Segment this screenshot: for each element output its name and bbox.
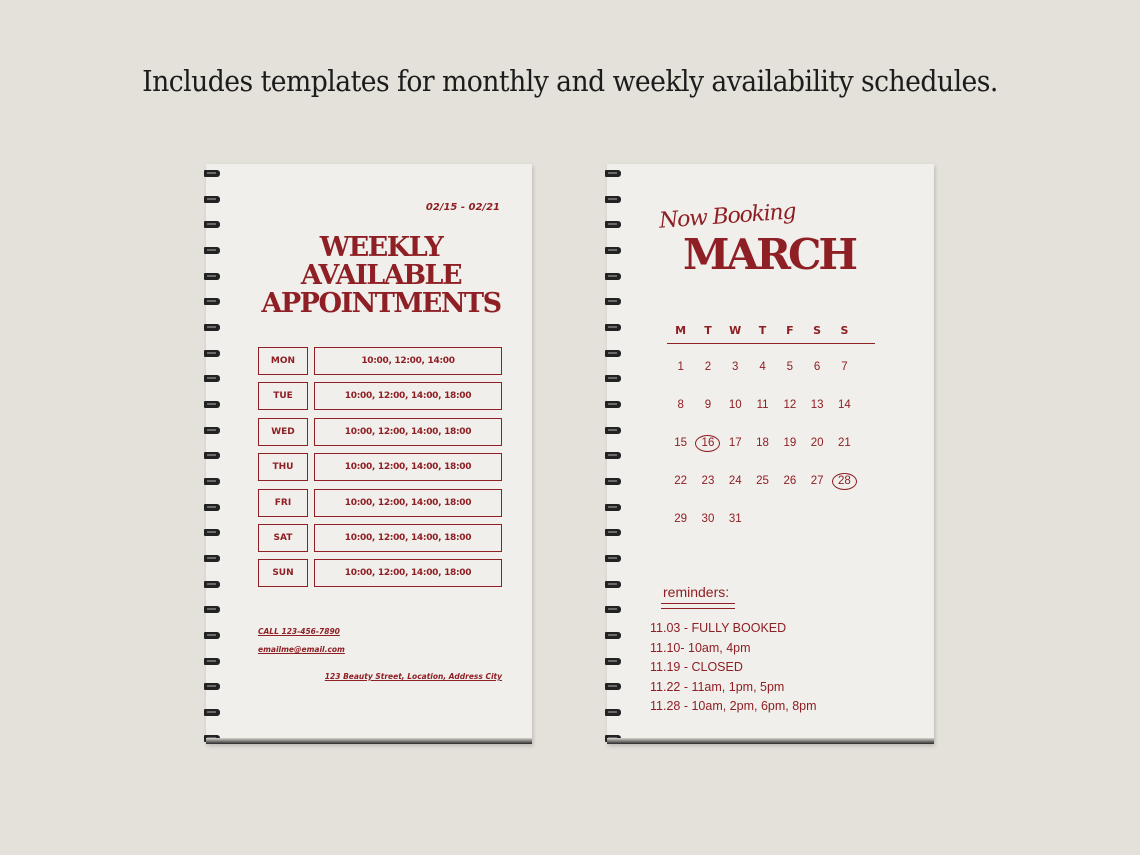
calendar-day: 3 [732, 361, 739, 373]
calendar-day: 18 [756, 437, 769, 449]
month-title: MARCH [683, 230, 856, 279]
weekday-label: M [675, 324, 687, 337]
spiral-binding [605, 168, 627, 744]
calendar-day: 7 [841, 361, 848, 373]
spiral-coil [605, 271, 627, 282]
spiral-coil [605, 707, 627, 718]
spiral-coil [605, 194, 627, 205]
day-label: SAT [258, 524, 308, 552]
calendar-day: 9 [704, 399, 712, 411]
weekly-schedule-table [258, 347, 502, 595]
spiral-coil [204, 399, 226, 410]
reminder-item: 11.19 - CLOSED [650, 660, 743, 675]
spiral-coil [204, 271, 226, 282]
script-title: Now Booking [658, 199, 797, 234]
schedule-row [258, 489, 502, 517]
weekday-label: S [813, 324, 822, 337]
reminder-item: 11.22 - 11am, 1pm, 5pm [650, 679, 785, 694]
spiral-coil [204, 707, 226, 718]
calendar-day: 17 [728, 437, 742, 449]
calendar-day: 13 [810, 399, 824, 411]
spiral-coil [605, 656, 627, 667]
spiral-coil [605, 450, 627, 461]
spiral-coil [605, 373, 627, 384]
calendar-day: 23 [701, 475, 715, 487]
calendar-day: 6 [813, 361, 821, 373]
day-label: THU [258, 453, 308, 481]
schedule-row [258, 453, 502, 481]
spiral-coil [204, 502, 226, 513]
spiral-coil [204, 425, 226, 436]
spiral-coil [605, 168, 627, 179]
headline: Includes templates for monthly and weekly availability schedules. [142, 64, 998, 98]
calendar-day: 14 [838, 399, 851, 411]
calendar-day: 27 [810, 475, 824, 487]
calendar-day: 15 [674, 437, 688, 449]
spiral-coil [204, 476, 226, 487]
calendar-day: 20 [810, 437, 824, 449]
weekday-label: T [704, 324, 712, 337]
time-slots: 10:00, 12:00, 14:00, 18:00 [314, 453, 502, 481]
reminder-item: 11.28 - 10am, 2pm, 6pm, 8pm [650, 699, 817, 714]
calendar-day: 10 [728, 399, 742, 411]
calendar-day: 2 [704, 361, 712, 373]
spiral-coil [204, 245, 226, 256]
calendar-day: 24 [728, 475, 742, 487]
calendar-days [667, 349, 875, 539]
day-label: TUE [258, 382, 308, 410]
time-slots: 10:00, 12:00, 14:00, 18:00 [314, 559, 502, 587]
calendar-day: 31 [728, 513, 742, 525]
day-label: MON [258, 347, 308, 375]
calendar-day-circled: 28 [831, 463, 858, 501]
schedule-row [258, 559, 502, 587]
spiral-coil [605, 630, 627, 641]
spiral-coil [605, 296, 627, 307]
spiral-coil [204, 656, 226, 667]
day-label: FRI [258, 489, 308, 517]
calendar-day-circled: 16 [694, 425, 721, 463]
spiral-coil [605, 245, 627, 256]
calendar-day: 30 [701, 513, 715, 525]
spiral-coil [605, 425, 627, 436]
weekly-schedule-card [206, 164, 532, 744]
spiral-coil [605, 399, 627, 410]
time-slots: 10:00, 12:00, 14:00, 18:00 [314, 524, 502, 552]
date-range: 02/15 - 02/21 [425, 202, 500, 213]
spiral-coil [204, 527, 226, 538]
calendar-day: 8 [677, 399, 684, 411]
weekday-label: S [840, 324, 849, 337]
address-link[interactable]: 123 Beauty Street, Location, Address City [324, 672, 502, 681]
spiral-coil [605, 527, 627, 538]
calendar-day: 25 [756, 475, 769, 487]
weekday-label: T [758, 324, 767, 337]
spiral-coil [204, 194, 226, 205]
time-slots: 10:00, 12:00, 14:00, 18:00 [314, 382, 502, 410]
spiral-coil [605, 681, 627, 692]
calendar-day: 19 [783, 437, 797, 449]
spiral-coil [204, 322, 226, 333]
spiral-coil [605, 322, 627, 333]
spiral-coil [605, 502, 627, 513]
email-link[interactable]: emailme@email.com [258, 645, 345, 654]
spiral-coil [204, 168, 226, 179]
spiral-coil [204, 296, 226, 307]
time-slots: 10:00, 12:00, 14:00, 18:00 [314, 489, 502, 517]
weekday-label: W [729, 324, 742, 337]
spiral-coil [204, 604, 226, 615]
calendar [667, 324, 875, 539]
weekly-title [246, 234, 516, 318]
spiral-coil [605, 219, 627, 230]
schedule-row [258, 524, 502, 552]
calendar-day: 4 [759, 361, 766, 373]
calendar-day: 1 [677, 361, 684, 373]
weekly-title-line: WEEKLY [319, 232, 443, 263]
reminders-heading: reminders: [663, 584, 730, 600]
spiral-coil [204, 348, 226, 359]
spiral-coil [204, 373, 226, 384]
spiral-coil [605, 579, 627, 590]
schedule-row [258, 347, 502, 375]
weekly-title-line: APPOINTMENTS [261, 288, 501, 319]
spiral-coil [204, 219, 226, 230]
calendar-day: 21 [838, 437, 851, 449]
calendar-day: 12 [783, 399, 797, 411]
time-slots: 10:00, 12:00, 14:00 [314, 347, 502, 375]
day-label: SUN [258, 559, 308, 587]
schedule-row [258, 418, 502, 446]
time-slots: 10:00, 12:00, 14:00, 18:00 [314, 418, 502, 446]
spiral-coil [605, 553, 627, 564]
card-edge [206, 738, 532, 744]
weekly-title-line: AVAILABLE [300, 260, 462, 291]
reminder-list [650, 619, 817, 717]
calendar-day: 26 [783, 475, 797, 487]
spiral-coil [605, 604, 627, 615]
schedule-row [258, 382, 502, 410]
spiral-coil [605, 348, 627, 359]
weekday-header [667, 324, 875, 344]
spiral-binding [204, 168, 226, 744]
weekday-label: F [786, 324, 794, 337]
monthly-calendar-card [607, 164, 934, 744]
phone-link[interactable]: CALL 123-456-7890 [258, 627, 340, 636]
calendar-day: 5 [786, 361, 794, 373]
spiral-coil [204, 579, 226, 590]
card-edge [607, 738, 934, 744]
spiral-coil [204, 553, 226, 564]
calendar-day: 11 [756, 399, 769, 411]
calendar-day: 22 [674, 475, 688, 487]
calendar-day: 29 [674, 513, 688, 525]
reminder-item: 11.03 - FULLY BOOKED [650, 621, 787, 635]
spiral-coil [605, 476, 627, 487]
spiral-coil [204, 450, 226, 461]
spiral-coil [204, 681, 226, 692]
day-label: WED [258, 418, 308, 446]
spiral-coil [204, 630, 226, 641]
reminder-item: 11.10- 10am, 4pm [650, 640, 751, 655]
reminders-underline [661, 603, 735, 609]
